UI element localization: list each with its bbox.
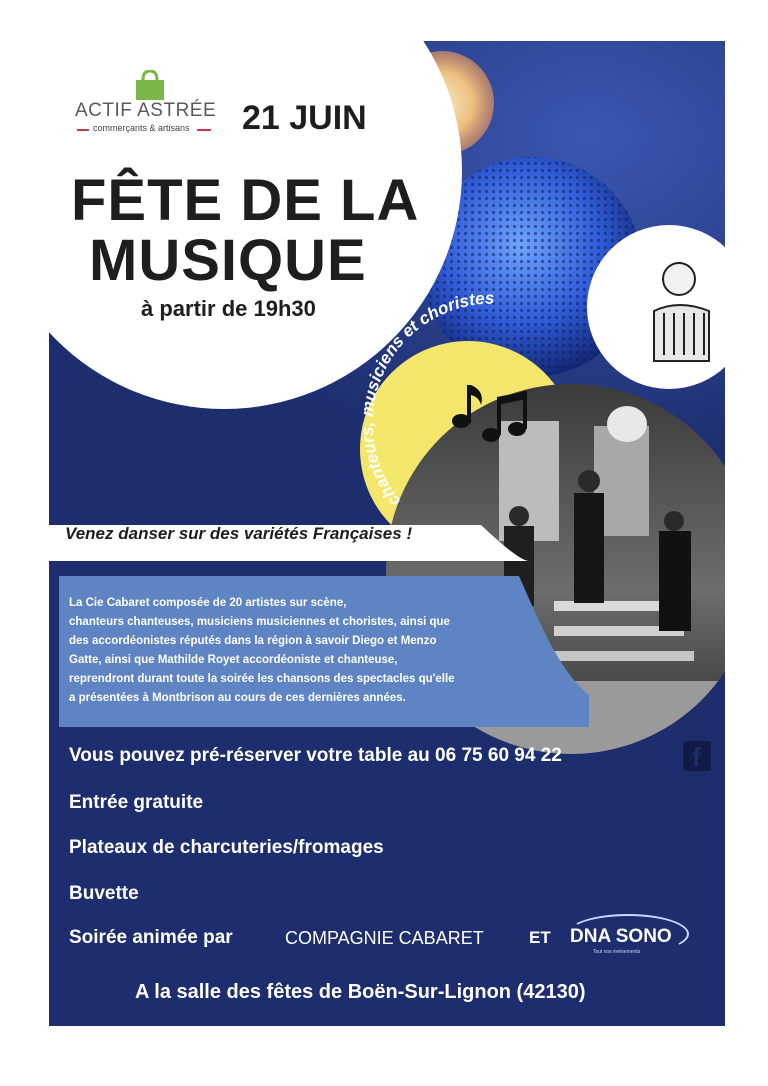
event-date: 21 JUIN (242, 99, 367, 137)
event-title-line2: MUSIQUE (89, 228, 367, 293)
description-line: des accordéonistes réputés dans la région à savoir Diego et Menzo (69, 635, 437, 647)
logo-name: ACTIF ASTRÉE (75, 100, 217, 121)
description-line: Gatte, ainsi que Mathilde Royet accordéoniste et chanteuse, (69, 654, 398, 666)
bar: Buvette (69, 883, 139, 904)
subtitle: Venez danser sur des variétés Françaises ! (65, 524, 413, 543)
company-name: COMPAGNIE CABARET (285, 928, 484, 948)
logo-tagline: commerçants & artisans (93, 123, 190, 133)
facebook-icon[interactable]: f (683, 741, 711, 771)
reservation-line: Vous pouvez pré-réserver votre table au 06 75 60 94 22 (69, 745, 562, 766)
poster (49, 41, 725, 1026)
description-text (69, 594, 455, 708)
description-line: reprendront durant toute la soirée les chansons des spectacles qu'elle (69, 673, 455, 685)
description-line: chanteurs chanteuses, musiciens musiciennes et choristes, ainsi que (69, 616, 450, 628)
music-notes-icon (447, 371, 527, 451)
dna-sono-tagline: Tout vos évènements (593, 949, 641, 955)
description-line: La Cie Cabaret composée de 20 artistes sur scène, (69, 597, 347, 609)
venue: A la salle des fêtes de Boën-Sur-Lignon (42130) (135, 981, 586, 1003)
description-line: a présentées à Montbrison au cours de ces dernières années. (69, 692, 406, 704)
hosted-by: Soirée animée par (69, 927, 233, 948)
platters: Plateaux de charcuteries/fromages (69, 837, 384, 858)
dna-sono-swoosh (567, 914, 689, 954)
event-title-line1: FÊTE DE LA (71, 168, 420, 233)
dna-sono-logo: DNA SONO (570, 926, 672, 947)
and-word: ET (529, 928, 551, 947)
free-entry: Entrée gratuite (69, 792, 204, 813)
event-time: à partir de 19h30 (141, 296, 316, 321)
arc-text: chanteurs, musiciens et choristes (357, 288, 495, 511)
